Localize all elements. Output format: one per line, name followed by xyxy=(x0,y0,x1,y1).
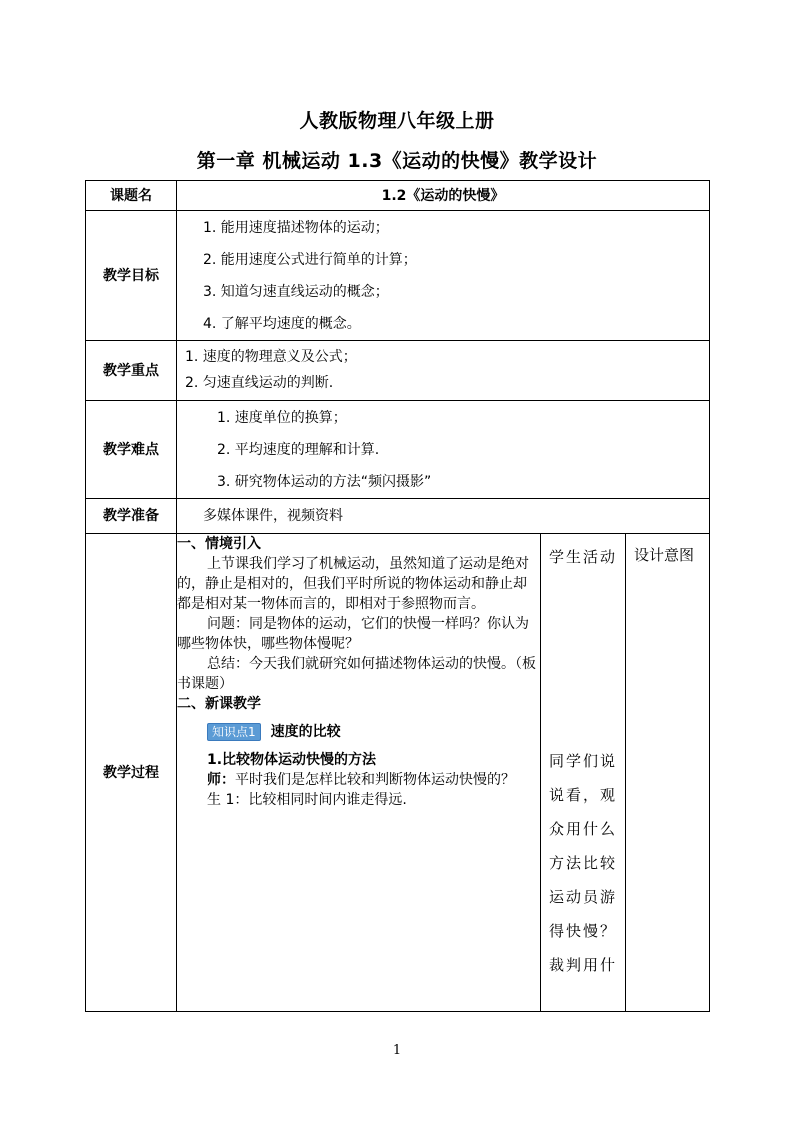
goal-item: 3. 知道匀速直线运动的概念； xyxy=(203,284,389,300)
student-answer: 生 1：比较相同时间内谁走得远. xyxy=(207,792,407,808)
difficulty-item: 1. 速度单位的换算； xyxy=(217,410,347,426)
difficulty-item: 2. 平均速度的理解和计算. xyxy=(217,442,380,458)
row-process xyxy=(86,534,710,1012)
key-point-item: 2. 匀速直线运动的判断. xyxy=(185,375,334,391)
row-goals xyxy=(86,211,710,341)
teacher-text: 平时我们是怎样比较和判断物体运动快慢的？ xyxy=(235,772,515,788)
difficulty-item: 3. 研究物体运动的方法“频闪摄影” xyxy=(217,474,432,490)
row-topic xyxy=(86,181,710,211)
key-point-item: 1. 速度的物理意义及公式； xyxy=(185,349,357,365)
teacher-question xyxy=(177,770,540,790)
goal-item: 4. 了解平均速度的概念。 xyxy=(203,316,361,332)
goal-item: 1. 能用速度描述物体的运动； xyxy=(203,220,389,236)
row-difficulties xyxy=(86,401,710,499)
knowledge-point-row xyxy=(177,714,540,750)
paragraph: 问题：同是物体的运动，它们的快慢一样吗？你认为哪些物体快，哪些物体慢呢？ xyxy=(177,616,529,652)
topic-label: 课题名 xyxy=(86,181,177,211)
goals-label: 教学目标 xyxy=(86,211,177,341)
sub-heading: 1.比较物体运动快慢的方法 xyxy=(207,752,377,768)
student-activity-header: 学生活动 xyxy=(549,548,618,566)
process-label: 教学过程 xyxy=(86,534,177,1012)
process-content xyxy=(177,534,541,1012)
document-title: 人教版物理八年级上册 xyxy=(299,110,495,132)
design-intent-cell xyxy=(626,534,710,1012)
preparation-value: 多媒体课件，视频资料 xyxy=(203,508,343,524)
knowledge-point-badge: 知识点1 xyxy=(207,723,261,741)
topic-value: 1.2《运动的快慢》 xyxy=(177,181,710,211)
paragraph: 上节课我们学习了机械运动，虽然知道了运动是绝对的，静止是相对的，但我们平时所说的物体运动和静止却都是相对某一物体而言的，即相对于参照物而言。 xyxy=(177,556,529,612)
student-activity-text: 同学们说说看，观众用什么方法比较运动员游得快慢？裁判用什 xyxy=(549,752,618,974)
knowledge-point-title: 速度的比较 xyxy=(270,724,341,740)
section-heading: 一、情境引入 xyxy=(177,536,261,552)
design-intent-header: 设计意图 xyxy=(634,546,695,564)
student-activity-cell xyxy=(541,534,626,1012)
lesson-plan-table xyxy=(85,180,710,1012)
preparation-label: 教学准备 xyxy=(86,499,177,534)
paragraph: 总结：今天我们就研究如何描述物体运动的快慢。（板书课题） xyxy=(177,656,536,692)
row-key-points xyxy=(86,341,710,401)
difficulties-label: 教学难点 xyxy=(86,401,177,499)
document-subtitle: 第一章 机械运动 1.3《运动的快慢》教学设计 xyxy=(196,150,598,172)
key-points-label: 教学重点 xyxy=(86,341,177,401)
section-heading: 二、新课教学 xyxy=(177,696,261,712)
row-preparation xyxy=(86,499,710,534)
teacher-label: 师： xyxy=(207,772,235,788)
goal-item: 2. 能用速度公式进行简单的计算； xyxy=(203,252,417,268)
page-number: 1 xyxy=(392,1043,402,1058)
